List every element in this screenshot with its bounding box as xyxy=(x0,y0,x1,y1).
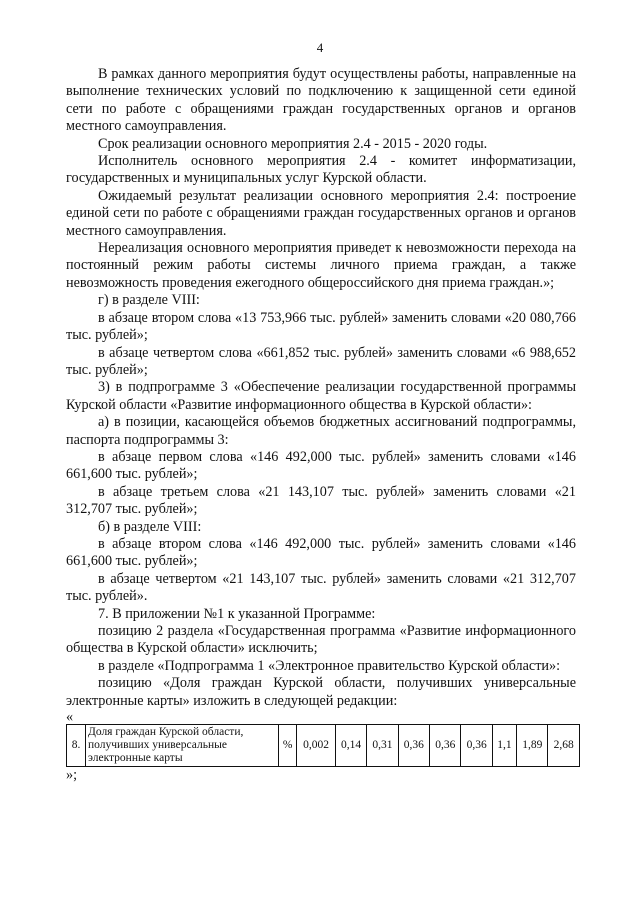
paragraph: в абзаце третьем слова «21 143,107 тыс. рублей» заменить словами «21 312,707 тыс. рублей»; xyxy=(66,483,576,518)
paragraph: а) в позиции, касающейся объемов бюджетных ассигнований подпрограммы, паспорта подпрограммы 3: xyxy=(66,414,576,448)
paragraph: Ожидаемый результат реализации основного мероприятия 2.4: построение единой сети по работе с обращениями граждан государственных органов и органов местного самоуправления. xyxy=(66,187,576,239)
paragraph: г) в разделе VIII: xyxy=(98,292,200,309)
paragraph: в абзаце первом слова «146 492,000 тыс. рублей» заменить словами «146 661,600 тыс. рублей»; xyxy=(66,448,576,483)
unit-cell: % xyxy=(279,725,297,767)
value-cell: 0,14 xyxy=(335,725,366,767)
paragraph: Срок реализации основного мероприятия 2.4 - 2015 - 2020 годы. xyxy=(98,135,488,152)
paragraph: позицию «Доля граждан Курской области, получивших универсальные электронные карты» изложить в следующей редакции: xyxy=(66,675,576,709)
value-cell: 1,89 xyxy=(517,725,548,767)
paragraph: в разделе «Подпрограмма 1 «Электронное правительство Курской области»: xyxy=(98,657,561,674)
paragraph: б) в разделе VIII: xyxy=(98,518,202,535)
paragraph: Исполнитель основного мероприятия 2.4 - комитет информатизации, государственных и муниципальных услуг Курской области. xyxy=(66,153,576,187)
value-cell: 0,31 xyxy=(367,725,398,767)
paragraph: позицию 2 раздела «Государственная программа «Развитие информационного общества в Курской области» исключить; xyxy=(66,623,576,657)
value-cell: 0,36 xyxy=(398,725,429,767)
value-cell: 0,002 xyxy=(297,725,336,767)
paragraph: в абзаце втором слова «146 492,000 тыс. рублей» заменить словами «146 661,600 тыс. рублей»; xyxy=(66,535,576,570)
value-cell: 0,36 xyxy=(430,725,461,767)
paragraph: в абзаце четвертом слова «661,852 тыс. рублей» заменить словами «6 988,652 тыс. рублей»; xyxy=(66,344,576,378)
row-number: 8. xyxy=(67,725,86,767)
document-body xyxy=(66,66,576,784)
page-number: 4 xyxy=(316,40,324,55)
indicator-table xyxy=(66,724,580,767)
value-cell: 2,68 xyxy=(548,725,580,767)
paragraph: в абзаце втором слова «13 753,966 тыс. рублей» заменить словами «20 080,766 тыс. рублей»; xyxy=(66,309,576,344)
paragraph: 7. В приложении №1 к указанной Программе: xyxy=(98,605,376,622)
paragraph: в абзаце четвертом «21 143,107 тыс. рублей» заменить словами «21 312,707 тыс. рублей». xyxy=(66,570,576,605)
quote-close: »; xyxy=(66,767,78,784)
paragraph: 3) в подпрограмме 3 «Обеспечение реализации государственной программы Курской области «Развитие информационного общества в Курской области»: xyxy=(66,379,576,413)
paragraph: Нереализация основного мероприятия приведет к невозможности перехода на постоянный режим работы системы личного приема граждан, а также невозможность проведения ежегодного общероссийского дня приема граждан.»; xyxy=(66,240,576,291)
value-cell: 1,1 xyxy=(492,725,516,767)
indicator-name: Доля граждан Курской области, получивших универсальные электронные карты xyxy=(86,725,279,767)
paragraph: В рамках данного мероприятия будут осуществлены работы, направленные на выполнение технических условий по подключению к защищенной сети единой сети по работе с обращениями граждан государственных органов и органов местного самоуправления. xyxy=(66,66,576,135)
quote-open: « xyxy=(66,709,74,726)
value-cell: 0,36 xyxy=(461,725,492,767)
table-row xyxy=(67,725,580,767)
